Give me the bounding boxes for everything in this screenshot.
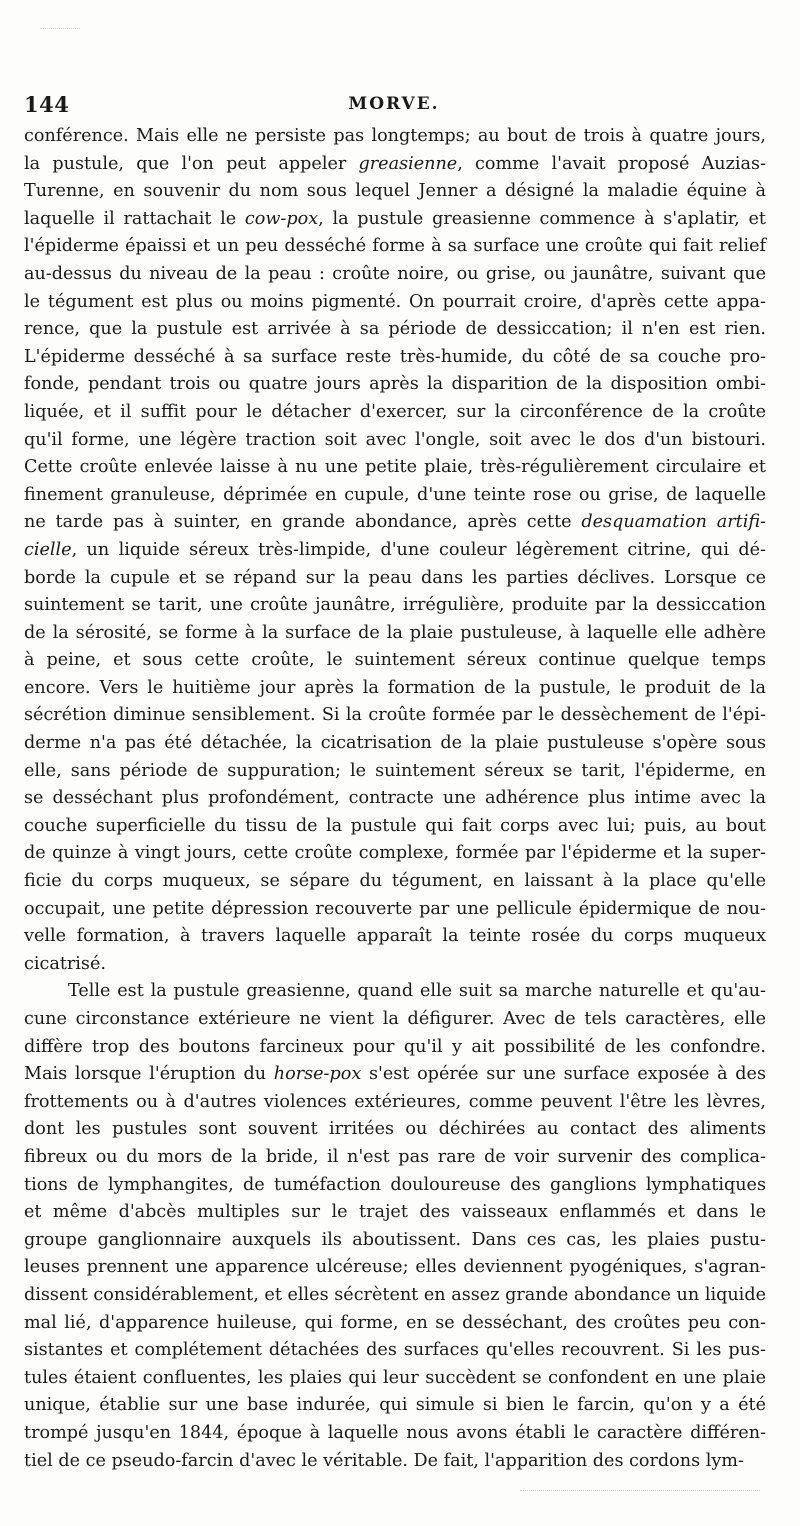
text-segment: au-dessus du niveau de la peau : croûte noire, ou grise, ou jaunâtre, suivant que (24, 263, 766, 284)
text-segment: Turenne, en souvenir du nom sous lequel Jenner a désigné la maladie équine à (24, 181, 766, 202)
text-segment: encore. Vers le huitième jour après la formation de la pustule, le produit de la (24, 677, 766, 698)
text-line (24, 868, 766, 896)
text-line (24, 289, 766, 317)
text-line (24, 896, 766, 924)
text-segment: tions de lymphangites, de tuméfaction douloureuse des ganglions lymphatiques (24, 1174, 766, 1195)
text-line (24, 813, 766, 841)
text-line (24, 592, 766, 620)
text-segment: derme n'a pas été détachée, la cicatrisation de la plaie pustuleuse s'opère sous (24, 733, 766, 754)
text-segment: dissent considérablement, et elles sécrètent en assez grande abondance un liquide (24, 1284, 766, 1305)
text-line (24, 509, 766, 537)
text-line (24, 1227, 766, 1255)
text-line (24, 1061, 766, 1089)
text-segment: dont les pustules sont souvent irritées ou déchirées au contact des aliments (24, 1119, 766, 1140)
text-segment: conférence. Mais elle ne persiste pas longtemps; au bout de trois à quatre jours, (24, 126, 766, 146)
text-segment: unique, établie sur une base indurée, qui simule si bien le farcin, qu'on y a été (24, 1395, 766, 1416)
text-line (24, 951, 766, 979)
text-segment: ne tarde pas à suinter, en grande abondance, après cette (24, 512, 582, 533)
italic-term: horse-pox (273, 1064, 362, 1085)
text-segment: se desséchant plus profondément, contracte une adhérence plus intime avec la (24, 788, 766, 809)
text-line (24, 978, 766, 1006)
text-segment: l'épiderme épaissi et un peu desséché forme à sa surface une croûte qui fait relief (24, 236, 766, 257)
text-line (24, 151, 766, 179)
text-line (24, 1365, 766, 1393)
text-line (24, 371, 766, 399)
text-line (24, 206, 766, 234)
text-line (24, 1254, 766, 1282)
text-line (24, 399, 766, 427)
text-segment: mal lié, d'apparence huileuse, qui forme, en se desséchant, des croûtes peu con- (24, 1312, 766, 1333)
text-segment: finement granuleuse, déprimée en cupule, d'une teinte rose ou grise, de laquelle (24, 484, 766, 505)
scan-artifact (40, 28, 80, 33)
text-segment: leuses prennent une apparence ulcéreuse; elles deviennent pyogéniques, s'agran- (24, 1257, 766, 1278)
italic-term: cow-pox (244, 208, 319, 229)
text-segment: frottements ou à d'autres violences extérieures, comme peuvent l'être les lèvres, (24, 1091, 766, 1112)
body-text (24, 123, 766, 1475)
text-segment: laquelle il rattachait le (24, 208, 245, 229)
text-segment: L'épiderme desséché à sa surface reste très-humide, du côté de sa couche pro- (24, 346, 766, 367)
text-segment: couche superficielle du tissu de la pustule qui fait corps avec lui; puis, au bout (24, 815, 766, 836)
text-segment: qu'il forme, une légère traction soit avec l'ongle, soit avec le dos d'un bistouri. (24, 429, 766, 450)
text-line (24, 1089, 766, 1117)
text-segment: de la sérosité, se forme à la surface de la plaie pustuleuse, à laquelle elle adhère (24, 622, 766, 643)
text-line (24, 1006, 766, 1034)
text-line (24, 1172, 766, 1200)
text-segment: groupe ganglionnaire auxquels ils aboutissent. Dans ces cas, les plaies pustu- (24, 1229, 766, 1250)
text-segment: sistantes et complétement détachées des surfaces qu'elles recouvrent. Si les pus- (24, 1340, 766, 1361)
running-title: MORVE. (348, 94, 440, 114)
text-segment: s'est opérée sur une surface exposée à des (361, 1064, 766, 1085)
text-line (24, 730, 766, 758)
text-segment: et même d'abcès multiples sur le trajet des vaisseaux enflammés et dans le (24, 1202, 766, 1223)
text-segment: le tégument est plus ou moins pigmenté. On pourrait croire, d'après cette appa- (24, 291, 766, 312)
text-segment: trompé jusqu'en 1844, époque à laquelle nous avons établi le caractère différen- (24, 1422, 766, 1443)
text-line (24, 316, 766, 344)
text-segment: à peine, et sous cette croûte, le suintement séreux continue quelque temps (24, 650, 766, 671)
paragraph (24, 978, 766, 1475)
text-segment: liquée, et il suffit pour le détacher d'exercer, sur la circonférence de la croûte (24, 401, 766, 422)
text-line (24, 178, 766, 206)
text-line (24, 1420, 766, 1448)
text-line (24, 1337, 766, 1365)
text-segment: velle formation, à travers laquelle apparaît la teinte rosée du corps muqueux (24, 926, 766, 947)
text-segment: suintement se tarit, une croûte jaunâtre, irrégulière, produite par la dessiccation (24, 595, 766, 616)
text-line (24, 233, 766, 261)
text-line (24, 1144, 766, 1172)
text-line (24, 482, 766, 510)
text-segment: cune circonstance extérieure ne vient la défigurer. Avec de tels caractères, elle (24, 1009, 766, 1029)
text-segment: de quinze à vingt jours, cette croûte complexe, formée par l'épiderme et la super- (24, 843, 766, 864)
text-segment: tules étaient confluentes, les plaies qui leur succèdent se confondent en une plaie (24, 1367, 766, 1388)
text-segment: , la pustule greasienne commence à s'aplatir, et (318, 208, 766, 229)
italic-term: desquamation artifi- (581, 512, 767, 533)
text-segment: fibreux ou du mors de la bride, il n'est pas rare de voir survenir des complica- (24, 1146, 766, 1167)
text-line (24, 923, 766, 951)
text-segment: , comme l'avait proposé Auzias- (457, 153, 766, 174)
text-line (24, 675, 766, 703)
text-line (24, 840, 766, 868)
scan-artifact (520, 1490, 760, 1497)
text-segment: diffère trop des boutons farcineux pour qu'il y ait possibilité de les confondre. (24, 1036, 766, 1057)
text-line (24, 1199, 766, 1227)
text-line (24, 565, 766, 593)
text-segment: borde la cupule et se répand sur la peau dans les parties déclives. Lorsque ce (24, 567, 766, 588)
text-line (24, 1282, 766, 1310)
page-number: 144 (24, 92, 70, 117)
paragraph (24, 123, 766, 978)
text-segment: ficie du corps muqueux, se sépare du tégument, en laissant à la place qu'elle (24, 871, 766, 892)
text-segment: occupait, une petite dépression recouverte par une pellicule épidermique de nou- (24, 898, 766, 919)
text-segment: Telle est la pustule greasienne, quand elle suit sa marche naturelle et qu'au- (68, 981, 766, 1002)
text-line (24, 1034, 766, 1062)
text-segment: sécrétion diminue sensiblement. Si la croûte formée par le dessèchement de l'épi- (24, 705, 766, 726)
text-segment: , un liquide séreux très-limpide, d'une couleur légèrement citrine, qui dé- (71, 539, 766, 560)
text-segment: cicatrisé. (24, 953, 106, 974)
text-line (24, 1116, 766, 1144)
text-line (24, 647, 766, 675)
text-segment: fonde, pendant trois ou quatre jours après la disparition de la disposition ombi- (24, 374, 766, 395)
text-segment: elle, sans période de suppuration; le suintement séreux se tarit, l'épiderme, en (24, 760, 766, 781)
text-segment: Cette croûte enlevée laisse à nu une petite plaie, très-régulièrement circulaire et (24, 457, 766, 478)
text-segment: tiel de ce pseudo-farcin d'avec le véritable. De fait, l'apparition des cordons lym- (24, 1450, 744, 1471)
text-line (24, 702, 766, 730)
text-line (24, 427, 766, 455)
text-segment: rence, que la pustule est arrivée à sa période de dessiccation; il n'en est rien. (24, 319, 766, 340)
text-line (24, 454, 766, 482)
text-line (24, 123, 766, 151)
text-line (24, 1310, 766, 1338)
text-segment: Mais lorsque l'éruption du (24, 1064, 274, 1085)
italic-term: greasienne (358, 153, 458, 174)
text-line (24, 1448, 766, 1476)
text-line (24, 1392, 766, 1420)
text-line (24, 758, 766, 786)
text-line (24, 261, 766, 289)
text-segment: la pustule, que l'on peut appeler (24, 153, 359, 174)
text-line (24, 785, 766, 813)
text-line (24, 620, 766, 648)
text-line (24, 344, 766, 372)
text-line (24, 537, 766, 565)
page-header (24, 92, 764, 122)
italic-term: cielle (24, 539, 72, 560)
